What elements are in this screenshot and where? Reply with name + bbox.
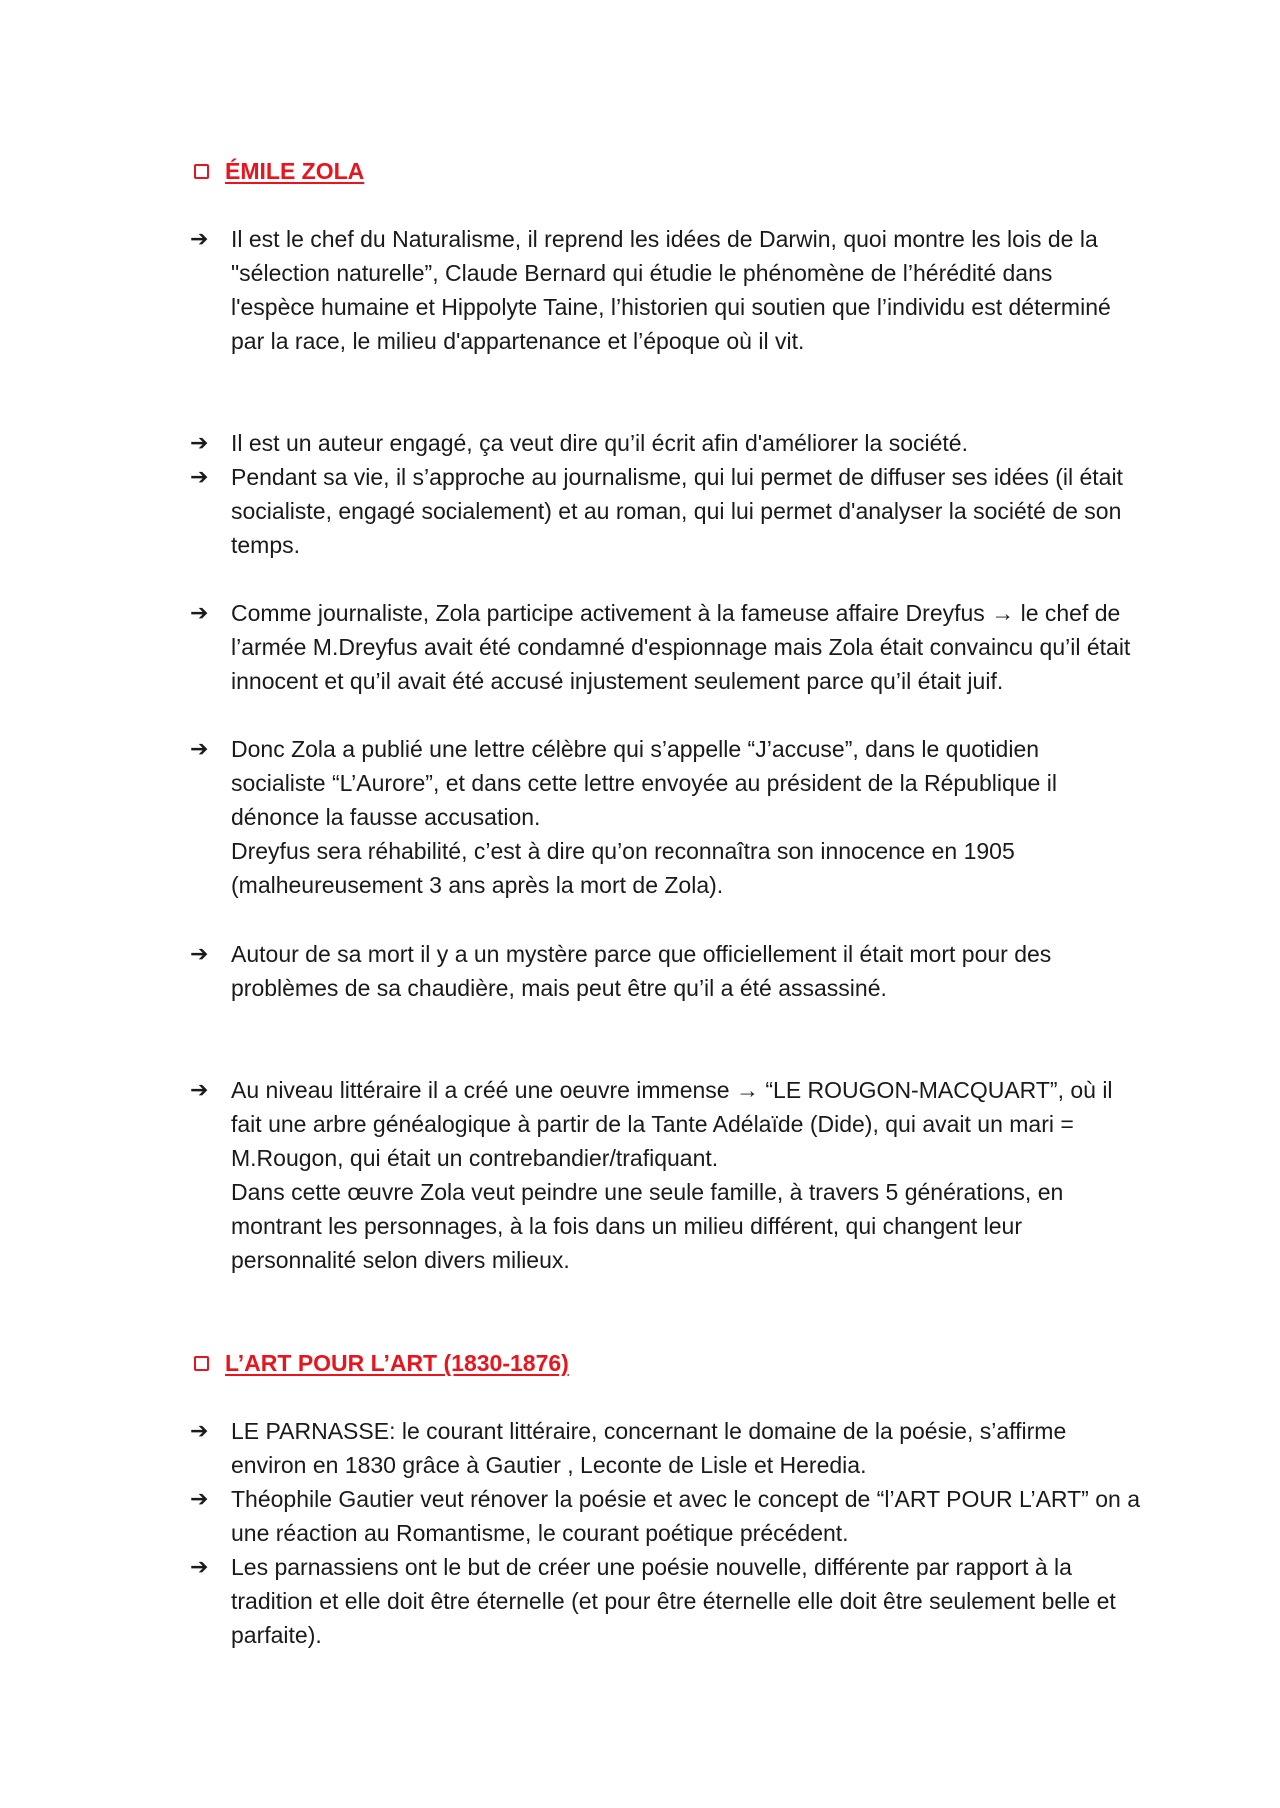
paragraph: Au niveau littéraire il a créé une oeuvre immense → “LE ROUGON-MACQUART”, où il fait une arbre généalogique à partir de la Tante Adélaïde (Dide), qui avait un mari = M.Rougon, qui était un contrebandier/trafiquant. xyxy=(231,1077,1113,1171)
list-item xyxy=(190,222,1140,358)
paragraph: Les parnassiens ont le but de créer une poésie nouvelle, différente par rapport à la tradition et elle doit être éternelle (et pour être éternelle elle doit être seulement belle et parfaite). xyxy=(231,1554,1116,1648)
section-heading-zola xyxy=(194,158,364,185)
list-item xyxy=(190,596,1140,698)
list-item xyxy=(190,732,1140,902)
arrow-icon: ➔ xyxy=(190,226,209,251)
list-item xyxy=(190,1414,1140,1482)
checkbox-icon xyxy=(194,1356,209,1371)
arrow-icon: ➔ xyxy=(190,941,209,966)
arrow-icon: ➔ xyxy=(190,1418,209,1443)
paragraph: Théophile Gautier veut rénover la poésie et avec le concept de “l’ART POUR L’ART” on a une réaction au Romantisme, le courant poétique précédent. xyxy=(231,1486,1140,1546)
arrow-icon: ➔ xyxy=(190,1077,209,1102)
paragraph: Comme journaliste, Zola participe activement à la fameuse affaire Dreyfus → le chef de l’armée M.Dreyfus avait été condamné d'espionnage mais Zola était convaincu qu’il était innocent et qu’il avait été accusé injustement seulement parce qu’il était juif. xyxy=(231,600,1131,694)
list-item xyxy=(190,1073,1140,1277)
arrow-icon: ➔ xyxy=(190,600,209,625)
paragraph: Il est un auteur engagé, ça veut dire qu’il écrit afin d'améliorer la société. xyxy=(231,430,968,456)
paragraph: Donc Zola a publié une lettre célèbre qui s’appelle “J’accuse”, dans le quotidien socialiste “L’Aurore”, et dans cette lettre envoyée au président de la République il dénonce la fausse accusation. xyxy=(231,736,1057,830)
list-item xyxy=(190,426,1140,460)
list-item xyxy=(190,460,1140,562)
arrow-icon: ➔ xyxy=(190,1554,209,1579)
paragraph: Dans cette œuvre Zola veut peindre une seule famille, à travers 5 générations, en montrant les personnages, à la fois dans un milieu différent, qui changent leur personnalité selon divers milieux. xyxy=(231,1179,1064,1273)
list-item xyxy=(190,1482,1140,1550)
list-item xyxy=(190,937,1140,1005)
paragraph: LE PARNASSE: le courant littéraire, concernant le domaine de la poésie, s’affirme environ en 1830 grâce à Gautier , Leconte de Lisle et Heredia. xyxy=(231,1418,1067,1478)
paragraph: Dreyfus sera réhabilité, c’est à dire qu’on reconnaîtra son innocence en 1905 (malheureusement 3 ans après la mort de Zola). xyxy=(231,838,1015,898)
paragraph: Il est le chef du Naturalisme, il reprend les idées de Darwin, quoi montre les lois de la "sélection naturelle”, Claude Bernard qui étudie le phénomène de l’hérédité dans l'espèce humaine et Hippolyte Taine, l’historien qui soutien que l’individu est déterminé par la race, le milieu d'appartenance et l’époque où il vit. xyxy=(231,226,1111,354)
paragraph: Pendant sa vie, il s’approche au journalisme, qui lui permet de diffuser ses idées (il était socialiste, engagé socialement) et au roman, qui lui permet d'analyser la société de son temps. xyxy=(231,464,1123,558)
paragraph: Autour de sa mort il y a un mystère parce que officiellement il était mort pour des problèmes de sa chaudière, mais peut être qu’il a été assassiné. xyxy=(231,941,1052,1001)
arrow-icon: ➔ xyxy=(190,1486,209,1511)
arrow-icon: ➔ xyxy=(190,736,209,761)
arrow-icon: ➔ xyxy=(190,464,209,489)
section-title: ÉMILE ZOLA xyxy=(225,158,365,184)
section-title: L’ART POUR L’ART (1830-1876) xyxy=(225,1350,569,1376)
section-heading-art-pour-art xyxy=(194,1350,569,1377)
list-item xyxy=(190,1550,1140,1652)
checkbox-icon xyxy=(194,164,209,179)
arrow-icon: ➔ xyxy=(190,430,209,455)
